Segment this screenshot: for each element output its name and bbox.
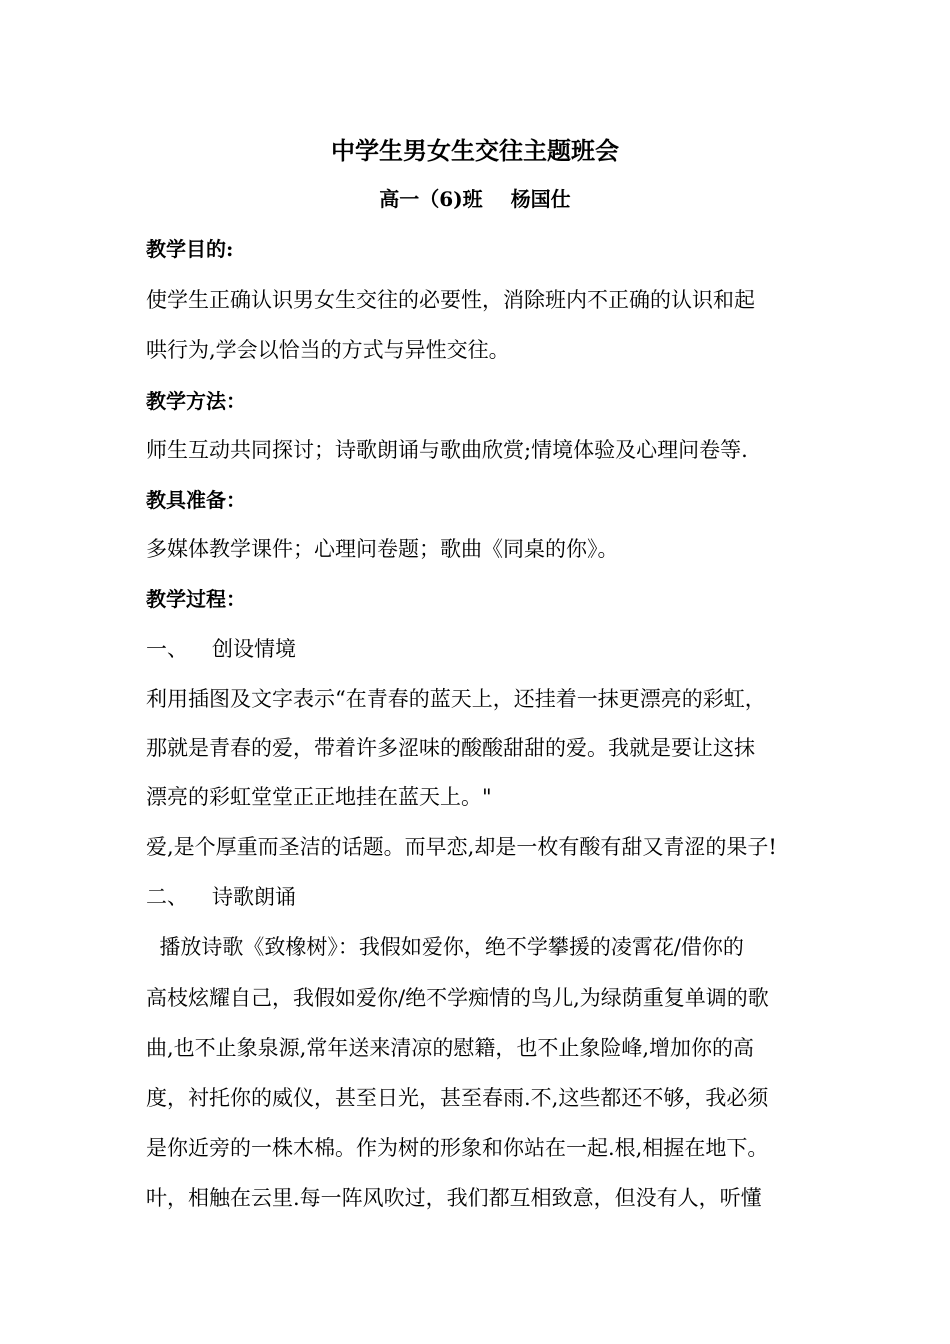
- step-1-line: 爱,是个厚重而圣洁的话题。而早恋,却是一枚有酸有甜又青涩的果子!: [146, 835, 777, 859]
- goal-line: 使学生正确认识男女生交往的必要性，消除班内不正确的认识和起: [146, 288, 755, 312]
- step-2-line: 是你近旁的一株木棉。作为树的形象和你站在一起.根,相握在地下。: [146, 1136, 769, 1160]
- tools-line: 多媒体教学课件；心理问卷题；歌曲《同桌的你》。: [146, 537, 619, 561]
- method-heading: 教学方法：: [146, 389, 246, 413]
- step-2-heading: [146, 882, 296, 912]
- step-2-label: 诗歌朗诵: [212, 885, 296, 909]
- class-name: 高一（6)班: [379, 187, 483, 211]
- page-subtitle: [0, 184, 950, 214]
- goal-heading: 教学目的:: [146, 237, 234, 261]
- step-2-line: 曲,也不止象泉源,常年送来清凉的慰籍，也不止象险峰,增加你的高: [146, 1036, 755, 1060]
- goal-line: 哄行为,学会以恰当的方式与异性交往。: [146, 338, 510, 362]
- page-title: 中学生男女生交往主题班会: [331, 136, 619, 165]
- step-2-line: 叶，相触在云里.每一阵风吹过，我们都互相致意，但没有人，听懂: [146, 1186, 762, 1210]
- step-1-label: 创设情境: [212, 637, 296, 661]
- step-1-line: 漂亮的彩虹堂堂正正地挂在蓝天上。": [146, 785, 492, 809]
- step-1-line: 那就是青春的爱，带着许多涩味的酸酸甜甜的爱。我就是要让这抹: [146, 736, 755, 760]
- step-1-line: 利用插图及文字表示“在青春的蓝天上，还挂着一抹更漂亮的彩虹，: [146, 687, 766, 711]
- step-1-number: 一、: [146, 637, 188, 661]
- teacher-name: 杨国仕: [510, 187, 571, 211]
- tools-heading: 教具准备：: [146, 488, 246, 512]
- step-2-number: 二、: [146, 885, 188, 909]
- process-heading: 教学过程：: [146, 587, 246, 611]
- step-2-line: 度，衬托你的威仪，甚至日光，甚至春雨.不,这些都还不够，我必须: [146, 1086, 769, 1110]
- step-2-line: 高枝炫耀自己，我假如爱你/绝不学痴情的鸟儿,为绿荫重复单调的歌: [146, 986, 769, 1010]
- step-2-line: 播放诗歌《致橡树》：我假如爱你，绝不学攀援的凌霄花/借你的: [146, 935, 744, 959]
- method-line: 师生互动共同探讨；诗歌朗诵与歌曲欣赏;情境体验及心理问卷等.: [146, 438, 748, 462]
- step-1-heading: [146, 634, 296, 664]
